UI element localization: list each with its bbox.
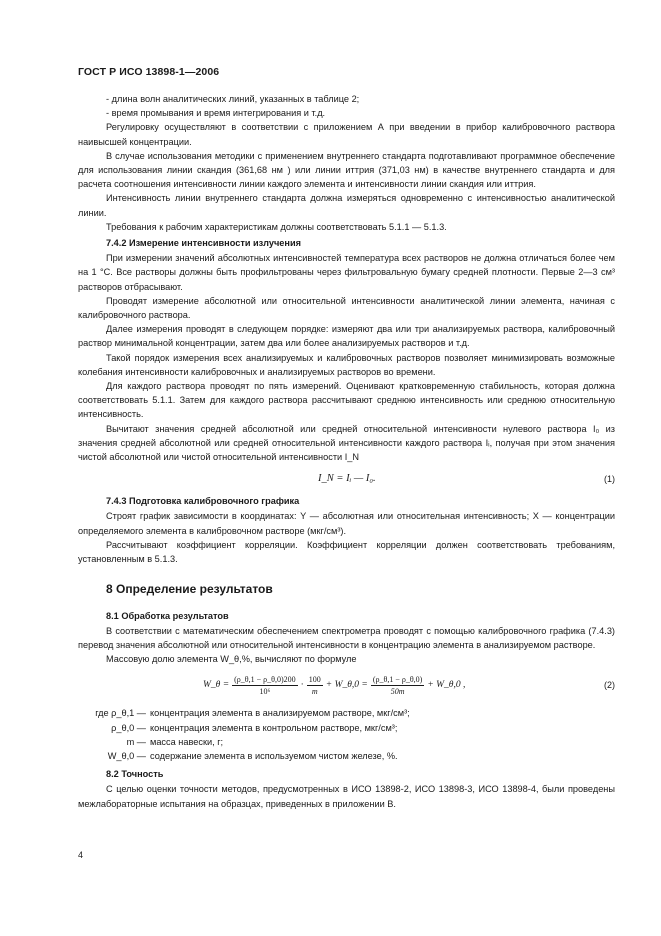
page-content bbox=[78, 92, 615, 811]
definition-symbol: W_θ,0 — bbox=[107, 750, 146, 761]
paragraph: Вычитают значения средней абсолютной или средней относительной интенсивности нулевого раствора I₀ из значения средней абсолютной или средней относительной интенсивности каждого раствора Iᵢ, получая при этом значения чистой абсолютной или чистой относительной интенсивности I_N bbox=[78, 423, 615, 463]
formula-1-number: (1) bbox=[604, 474, 615, 485]
definition-text: содержание элемента в используемом чистом железе, %. bbox=[150, 750, 398, 761]
formula-2-fraction-3 bbox=[371, 674, 425, 697]
paragraph: Рассчитывают коэффициент корреляции. Коэффициент корреляции должен соответствовать требованиям, установленным в 5.1.3. bbox=[78, 539, 615, 565]
paragraph: Требования к рабочим характеристикам должны соответствовать 5.1.1 — 5.1.3. bbox=[106, 221, 447, 232]
formula-2-tail: + W_θ,0 , bbox=[427, 680, 466, 691]
fraction-numerator: (ρ_θ,1 − ρ_θ,0) bbox=[372, 674, 423, 684]
paragraph: В соответствии с математическим обеспечением спектрометра проводят с помощью калибровочного графика (7.4.3) перевод значения абсолютной или относительной интенсивности в концентрацию элемента в анализируемом растворе. bbox=[78, 625, 615, 650]
definition-symbol: где ρ_θ,1 — bbox=[95, 708, 146, 719]
formula-2-dot: · bbox=[300, 680, 304, 691]
paragraph: Для каждого раствора проводят по пять измерений. Оценивают кратковременную стабильность, которая должна соответствовать 5.1.1. Затем для каждого раствора рассчитывают среднюю интенсивность или среднюю относительную интенсивность. bbox=[78, 381, 615, 420]
paragraph: Далее измерения проводят в следующем порядке: измеряют два или три анализируемых раствора, калибровочный раствор минимальной концентрации, затем два или более анализируемых растворов и т.д. bbox=[78, 324, 615, 349]
paragraph: Интенсивность линии внутреннего стандарта должна измеряться одновременно с интенсивностью аналитической линии. bbox=[78, 193, 615, 218]
paragraph: В случае использования методики с применением внутреннего стандарта подготавливают программное обеспечение для использования линии скандия (361,68 нм ) или линии иттрия (371,03 нм) в качестве внутреннего стандарта и для расчета соотношения интенсивности линии каждого элемента и интенсивности линии скандия или иттрия. bbox=[78, 150, 615, 190]
definition-row bbox=[78, 721, 615, 735]
formula-2-fraction-2 bbox=[307, 674, 323, 697]
formula-2-fraction-1 bbox=[232, 674, 298, 697]
paragraph: При измерении значений абсолютных интенсивностей температура всех растворов не должна отличаться более чем на 1 °С. Все растворы должны быть профильтрованы через фильтровальную бумагу средней плотности. Первые 2—3 см³ растворов отбрасывают. bbox=[78, 253, 615, 292]
section-heading-8: 8 Определение результатов bbox=[106, 582, 273, 597]
definition-text: масса навески, г; bbox=[150, 736, 224, 747]
paragraph: Проводят измерение абсолютной или относительной интенсивности аналитической линии элемента, начиная с калибровочного раствора. bbox=[78, 295, 615, 321]
fraction-denominator: 50m bbox=[390, 686, 405, 696]
document-header: ГОСТ Р ИСО 13898-1—2006 bbox=[78, 66, 220, 78]
subsection-heading-8-1: 8.1 Обработка результатов bbox=[106, 610, 229, 621]
paragraph: Регулировку осуществляют в соответствии с приложением А при введении в прибор калибровочного раствора наивысшей концентрации. bbox=[78, 122, 615, 147]
definition-text: концентрация элемента в контрольном растворе, мкг/см³; bbox=[150, 722, 398, 733]
definitions-list bbox=[78, 706, 615, 763]
definition-row bbox=[78, 706, 615, 720]
formula-2-expression bbox=[203, 670, 465, 700]
subsection-heading-8-2: 8.2 Точность bbox=[106, 769, 164, 780]
formula-1-expression: I_N = Iᵢ — I₀. bbox=[318, 473, 376, 485]
list-item: - длина волн аналитических линий, указанных в таблице 2; bbox=[106, 94, 360, 104]
page-number: 4 bbox=[78, 850, 84, 860]
list-item: - время промывания и время интегрирования и т.д. bbox=[106, 108, 326, 119]
definition-symbol: m — bbox=[126, 736, 146, 747]
fraction-denominator: m bbox=[311, 686, 318, 696]
paragraph: Строят график зависимости в координатах: Y — абсолютная или относительная интенсивность; X — концентрации определяемого элемента в калибровочном растворе (мкг/см³). bbox=[78, 511, 615, 536]
paragraph: Массовую долю элемента W_θ,%, вычисляют по формуле bbox=[106, 654, 357, 665]
formula-2-lhs: W_θ = bbox=[203, 680, 230, 691]
paragraph: Такой порядок измерения всех анализируемых и калибровочных растворов позволяет минимизировать возможные колебания интенсивности калибровочных и анализируемых растворов во времени. bbox=[78, 352, 615, 377]
subsection-heading-7-4-2: 7.4.2 Измерение интенсивности излучения bbox=[106, 238, 301, 249]
formula-2-number: (2) bbox=[604, 680, 615, 691]
definition-text: концентрация элемента в анализируемом растворе, мкг/см³; bbox=[150, 708, 410, 719]
paragraph: С целью оценки точности методов, предусмотренных в ИСО 13898-2, ИСО 13898-3, ИСО 13898-4, были проведены межлабораторные испытания на образцах, приведенных в приложении В. bbox=[78, 784, 615, 809]
fraction-numerator: (ρ_θ,1 − ρ_θ,0)200 bbox=[234, 674, 296, 684]
fraction-numerator: 100 bbox=[308, 674, 321, 684]
formula-2 bbox=[78, 670, 615, 700]
formula-2-plus-term: + W_θ,0 = bbox=[325, 680, 368, 691]
definition-row bbox=[78, 735, 615, 749]
subsection-heading-7-4-3: 7.4.3 Подготовка калибровочного графика bbox=[106, 496, 300, 507]
formula-1 bbox=[78, 468, 615, 490]
definition-row bbox=[78, 749, 615, 763]
definition-symbol: ρ_θ,0 — bbox=[111, 722, 146, 733]
fraction-denominator: 10⁶ bbox=[259, 686, 271, 696]
